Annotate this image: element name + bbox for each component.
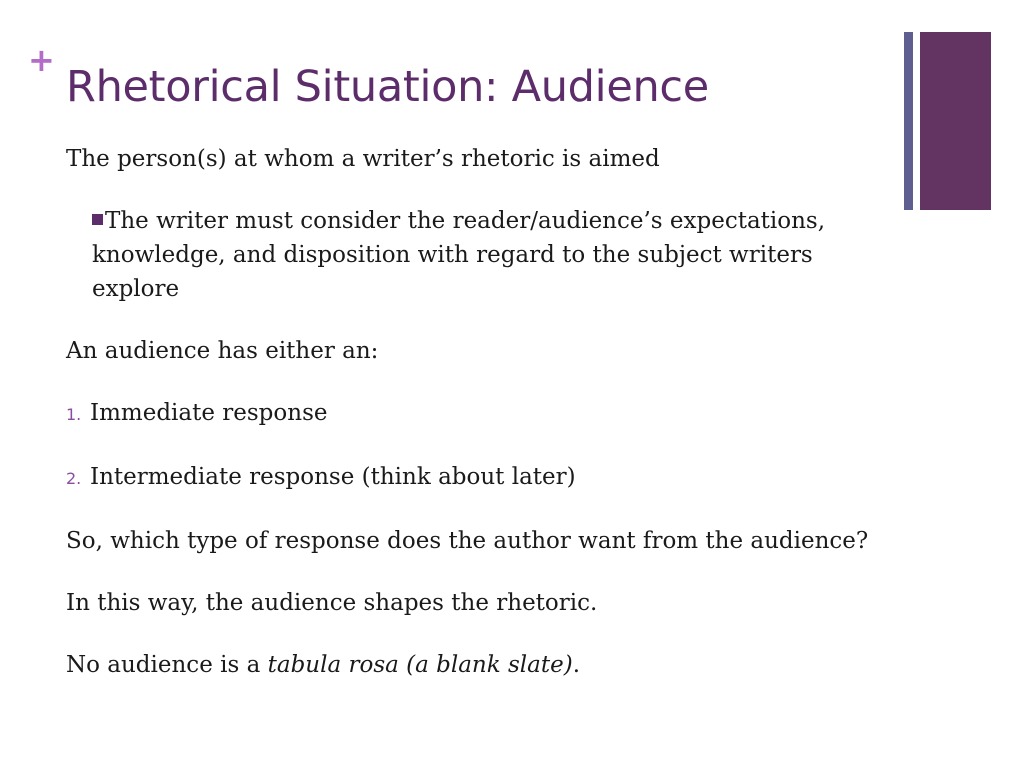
sub-bullet-item xyxy=(66,204,882,306)
plus-icon: + xyxy=(28,41,55,79)
decorative-bar-thick xyxy=(920,32,991,210)
numbered-item-text: Intermediate response (think about later) xyxy=(90,464,576,490)
slide-title: Rhetorical Situation: Audience xyxy=(66,62,709,112)
bullet-item: So, which type of response does the author want from the audience? xyxy=(66,528,869,554)
square-bullet-icon xyxy=(92,214,103,225)
bullet-text-italic: tabula rosa (a blank slate) xyxy=(267,652,573,678)
bullet-text-prefix: No audience is a xyxy=(66,652,268,678)
bullet-item: The person(s) at whom a writer’s rhetoric is aimed xyxy=(66,146,660,172)
item-number: 2. xyxy=(66,469,82,488)
decorative-bar-thin xyxy=(904,32,913,210)
numbered-item-text: Immediate response xyxy=(90,400,328,426)
bullet-item xyxy=(66,648,886,682)
numbered-item xyxy=(66,460,886,496)
bullet-item: An audience has either an: xyxy=(66,338,379,364)
sub-bullet-text: The writer must consider the reader/audience’s expectations, knowledge, and disposition with regard to the subject writers explore xyxy=(92,208,826,302)
numbered-item xyxy=(66,396,886,432)
slide-body xyxy=(66,142,886,710)
item-number: 1. xyxy=(66,405,82,424)
bullet-text-suffix: . xyxy=(572,652,581,678)
bullet-item: In this way, the audience shapes the rhetoric. xyxy=(66,590,598,616)
